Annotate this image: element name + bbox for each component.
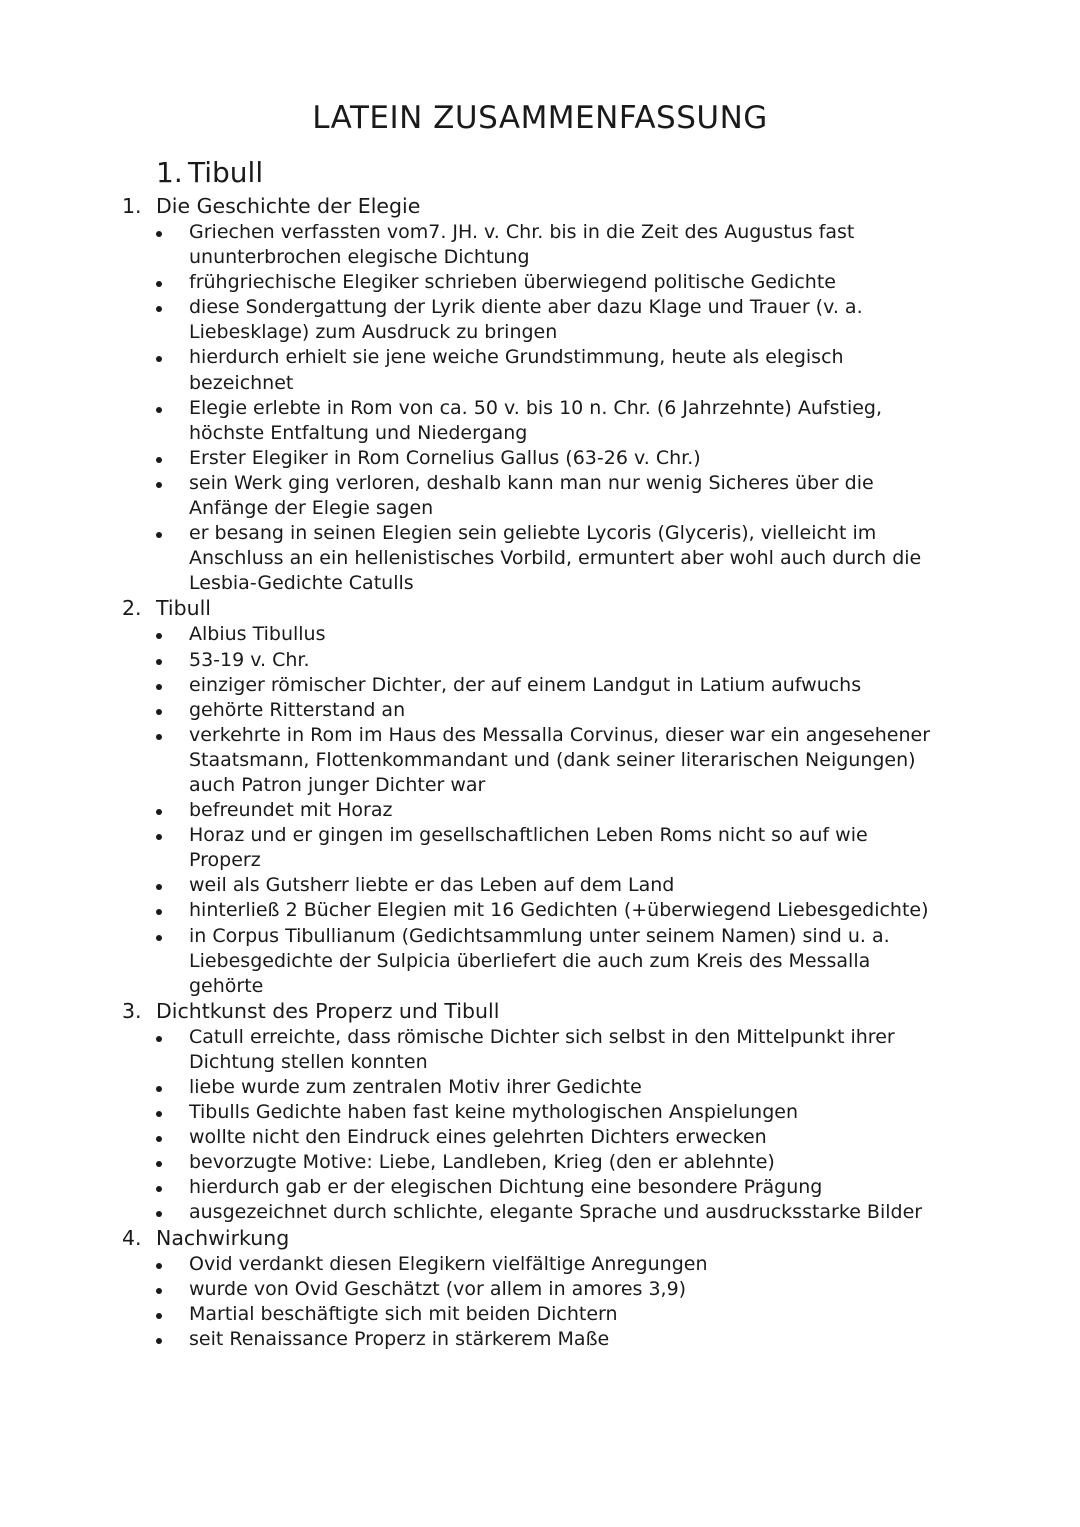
section-title: Die Geschichte der Elegie — [156, 194, 421, 218]
list-item — [0, 648, 1080, 673]
list-item-text: bevorzugte Motive: Liebe, Landleben, Krieg (den er ablehnte) — [189, 1151, 775, 1174]
list-item — [0, 1302, 1080, 1327]
list-item-text: Ovid verdankt diesen Elegikern vielfältige Anregungen — [189, 1252, 708, 1275]
section-number: 3. — [122, 998, 142, 1023]
list-item — [0, 898, 1080, 923]
bullet-icon — [156, 709, 162, 715]
list-item — [0, 446, 1080, 471]
chapter-title: Tibull — [188, 156, 264, 189]
list-item-text: 53-19 v. Chr. — [189, 648, 310, 671]
list-item-text: wurde von Ovid Geschätzt (vor allem in amores 3,9) — [189, 1277, 687, 1300]
bullet-icon — [156, 532, 162, 538]
bullet-icon — [156, 1136, 162, 1142]
bullet-icon — [156, 1161, 162, 1167]
bullet-icon — [156, 281, 162, 287]
bullet-icon — [156, 659, 162, 665]
list-item-text: Martial beschäftigte sich mit beiden Dichtern — [189, 1302, 618, 1325]
list-item-text: Catull erreichte, dass römische Dichter sich selbst in den Mittelpunkt ihrer Dichtung stellen konnten — [189, 1025, 895, 1073]
section-tibull — [0, 596, 1080, 998]
list-item — [0, 1100, 1080, 1125]
list-item — [0, 471, 1080, 521]
chapter-number: 1. — [156, 156, 183, 189]
section-geschichte-der-elegie — [0, 194, 1080, 596]
list-item-text: gehörte Ritterstand an — [189, 698, 406, 721]
bullet-icon — [156, 306, 162, 312]
section-heading — [0, 1226, 1080, 1252]
list-item-text: Horaz und er gingen im gesellschaftlichen Leben Roms nicht so auf wie Properz — [189, 824, 868, 872]
bullet-icon — [156, 1186, 162, 1192]
section-title: Dichtkunst des Properz und Tibull — [156, 998, 500, 1023]
list-item — [0, 798, 1080, 823]
list-item — [0, 1252, 1080, 1277]
list-item — [0, 1075, 1080, 1100]
list-item — [0, 521, 1080, 596]
list-item-text: in Corpus Tibullianum (Gedichtsammlung unter seinem Namen) sind u. a. Liebesgedichte der Sulpicia überliefert die auch zum Kreis des Messalla gehörte — [189, 924, 890, 997]
list-item — [0, 1125, 1080, 1150]
bullet-icon — [156, 482, 162, 488]
list-item — [0, 295, 1080, 345]
list-item-text: Griechen verfassten vom7. JH. v. Chr. bis in die Zeit des Augustus fast ununterbrochen elegische Dichtung — [189, 221, 855, 269]
list-item — [0, 823, 1080, 873]
section-nachwirkung — [0, 1226, 1080, 1352]
list-item-text: seit Renaissance Properz in stärkerem Maße — [189, 1327, 610, 1350]
section-number: 2. — [122, 596, 142, 621]
list-item-text: weil als Gutsherr liebte er das Leben auf dem Land — [189, 874, 675, 897]
list-item — [0, 396, 1080, 446]
bullet-list — [0, 1025, 1080, 1226]
chapter-heading — [156, 156, 263, 189]
list-item — [0, 924, 1080, 999]
list-item-text: hierdurch gab er der elegischen Dichtung eine besondere Prägung — [189, 1176, 823, 1199]
bullet-icon — [156, 734, 162, 740]
bullet-icon — [156, 1211, 162, 1217]
list-item-text: diese Sondergattung der Lyrik diente aber dazu Klage und Trauer (v. a. Liebesklage) zum Ausdruck zu bringen — [189, 296, 863, 344]
list-item — [0, 1200, 1080, 1225]
list-item-text: Erster Elegiker in Rom Cornelius Gallus (63-26 v. Chr.) — [189, 446, 701, 469]
bullet-icon — [156, 884, 162, 890]
list-item-text: Elegie erlebte in Rom von ca. 50 v. bis 10 n. Chr. (6 Jahrzehnte) Aufstieg, höchste Entfaltung und Niedergang — [189, 396, 883, 444]
list-item — [0, 1175, 1080, 1200]
list-item — [0, 873, 1080, 898]
bullet-icon — [156, 633, 162, 639]
bullet-icon — [156, 935, 162, 941]
list-item — [0, 622, 1080, 647]
bullet-icon — [156, 684, 162, 690]
section-number: 1. — [122, 194, 142, 218]
list-item-text: befreundet mit Horaz — [189, 799, 393, 822]
section-heading — [0, 194, 1080, 220]
section-number: 4. — [122, 1225, 142, 1250]
bullet-icon — [156, 1111, 162, 1117]
list-item-text: sein Werk ging verloren, deshalb kann man nur wenig Sicheres über die Anfänge der Elegie sagen — [189, 471, 874, 520]
list-item-text: Albius Tibullus — [189, 623, 326, 646]
list-item-text: Tibulls Gedichte haben fast keine mythologischen Anspielungen — [189, 1101, 799, 1124]
list-item — [0, 345, 1080, 395]
document-body — [0, 194, 1080, 1352]
list-item — [0, 1277, 1080, 1302]
bullet-icon — [156, 1086, 162, 1092]
list-item — [0, 1150, 1080, 1175]
bullet-icon — [156, 1263, 162, 1269]
section-title: Tibull — [156, 596, 211, 621]
bullet-icon — [156, 457, 162, 463]
section-heading — [0, 596, 1080, 622]
list-item — [0, 1327, 1080, 1352]
bullet-icon — [156, 407, 162, 413]
bullet-list — [0, 622, 1080, 998]
list-item — [0, 220, 1080, 270]
list-item — [0, 1025, 1080, 1075]
bullet-icon — [156, 356, 162, 362]
list-item — [0, 673, 1080, 698]
section-heading — [0, 999, 1080, 1025]
bullet-icon — [156, 809, 162, 815]
list-item — [0, 270, 1080, 295]
bullet-icon — [156, 909, 162, 915]
list-item — [0, 698, 1080, 723]
list-item-text: wollte nicht den Eindruck eines gelehrten Dichters erwecken — [189, 1126, 767, 1149]
section-title: Nachwirkung — [156, 1225, 290, 1250]
list-item — [0, 723, 1080, 798]
bullet-icon — [156, 1036, 162, 1042]
list-item-text: einziger römischer Dichter, der auf einem Landgut in Latium aufwuchs — [189, 673, 862, 696]
bullet-icon — [156, 834, 162, 840]
bullet-list — [0, 1252, 1080, 1352]
list-item-text: hinterließ 2 Bücher Elegien mit 16 Gedichten (+überwiegend Liebesgedichte) — [189, 899, 929, 922]
list-item-text: ausgezeichnet durch schlichte, elegante Sprache und ausdrucksstarke Bilder — [189, 1201, 923, 1224]
document-title: LATEIN ZUSAMMENFASSUNG — [312, 100, 768, 136]
section-dichtkunst — [0, 999, 1080, 1226]
list-item-text: verkehrte in Rom im Haus des Messalla Corvinus, dieser war ein angesehener Staatsmann, Flottenkommandant und (dank seiner literarischen Neigungen) auch Patron junger Dichter war — [189, 723, 930, 796]
bullet-icon — [156, 1338, 162, 1344]
bullet-icon — [156, 1313, 162, 1319]
list-item-text: hierdurch erhielt sie jene weiche Grundstimmung, heute als elegisch bezeichnet — [189, 346, 844, 394]
bullet-list — [0, 220, 1080, 596]
bullet-icon — [156, 1288, 162, 1294]
list-item-text: er besang in seinen Elegien sein geliebte Lycoris (Glyceris), vielleicht im Anschluss an ein hellenistisches Vorbild, ermuntert aber wohl auch durch die Lesbia-Gedichte Catulls — [189, 522, 922, 595]
list-item-text: frühgriechische Elegiker schrieben überwiegend politische Gedichte — [189, 271, 836, 294]
bullet-icon — [156, 231, 162, 237]
list-item-text: liebe wurde zum zentralen Motiv ihrer Gedichte — [189, 1076, 642, 1098]
